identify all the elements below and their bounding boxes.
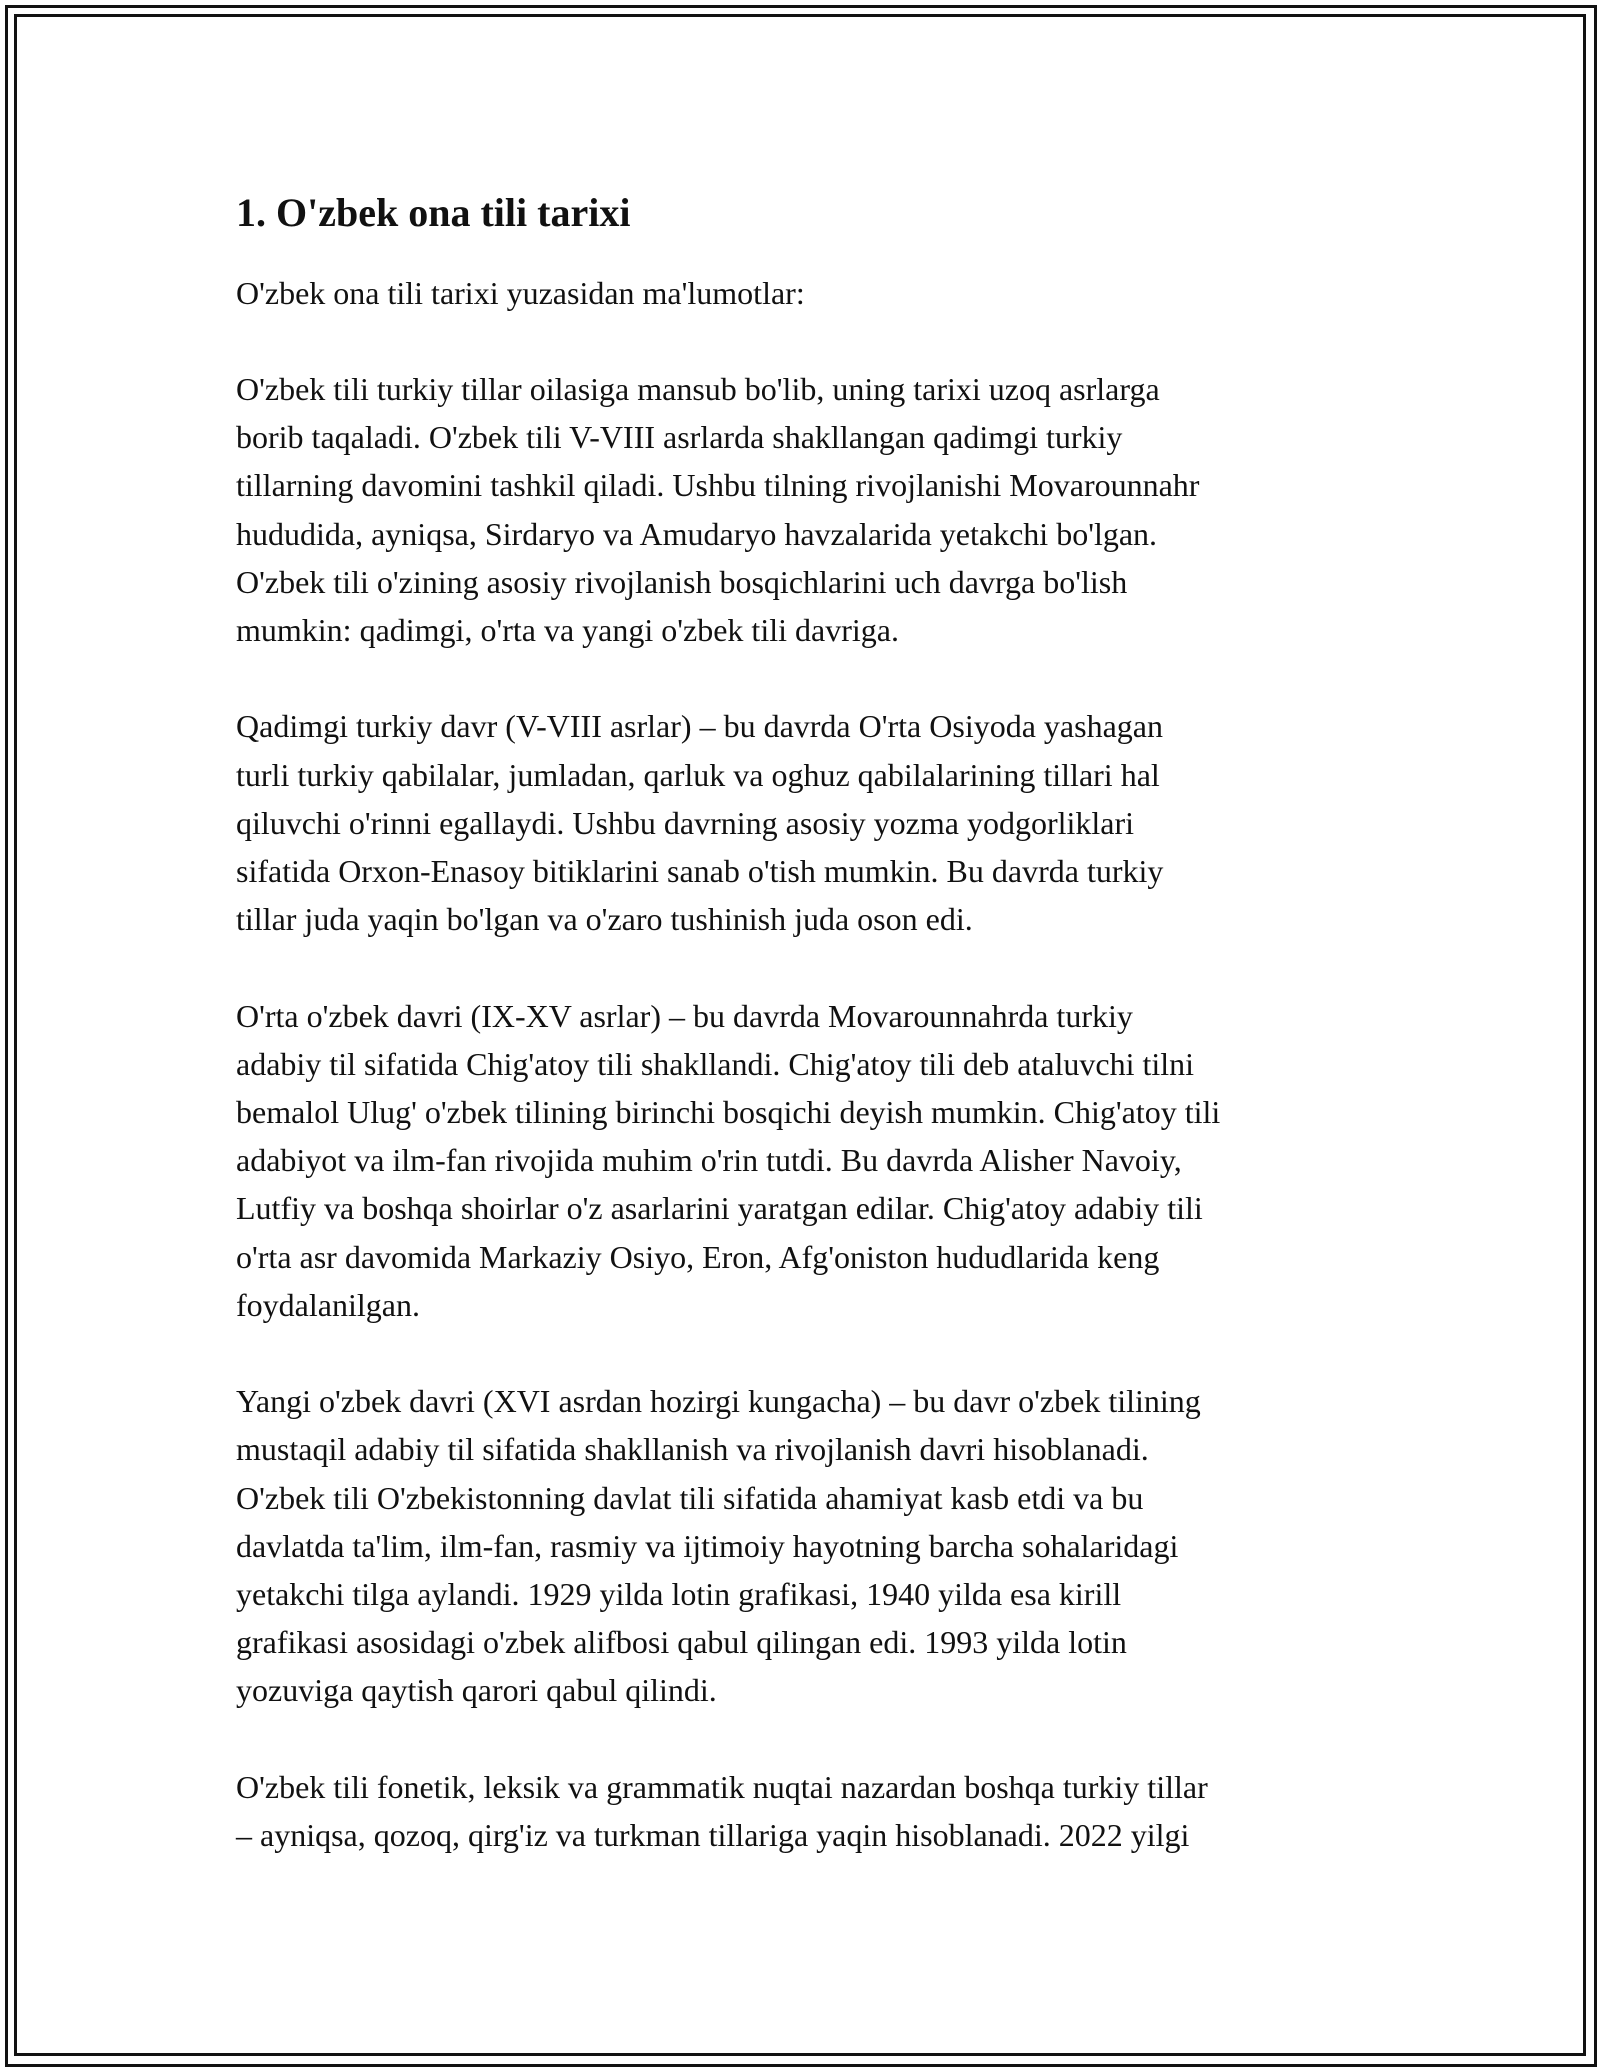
text-line: qiluvchi o'rinni egallaydi. Ushbu davrning asosiy yozma yodgorliklari xyxy=(236,804,1135,841)
text-line: Lutfiy va boshqa shoirlar o'z asarlarini yaratgan edilar. Chig'atoy adabiy tili xyxy=(236,1190,1203,1227)
intro-text: O'zbek ona tili tarixi yuzasidan ma'lumotlar: xyxy=(236,275,805,311)
text-line: grafikasi asosidagi o'zbek alifbosi qabul qilingan edi. 1993 yilda lotin xyxy=(236,1624,1127,1661)
text-line: O'zbek tili o'zining asosiy rivojlanish bosqichlarini uch davrga bo'lish xyxy=(236,563,1128,600)
text-line: mumkin: qadimgi, o'rta va yangi o'zbek tili davriga. xyxy=(236,612,899,649)
paragraph xyxy=(236,1377,1376,1714)
text-line: yozuviga qaytish qarori qabul qilindi. xyxy=(236,1672,717,1709)
text-line: Yangi o'zbek davri (XVI asrdan hozirgi kungacha) – bu davr o'zbek tilining xyxy=(236,1383,1201,1420)
text-line: foydalanilgan. xyxy=(236,1286,420,1323)
text-line: davlatda ta'lim, ilm-fan, rasmiy va ijtimoiy hayotning barcha sohalaridagi xyxy=(236,1527,1179,1564)
paragraph xyxy=(236,992,1376,1329)
text-line: – ayniqsa, qozoq, qirg'iz va turkman tillariga yaqin hisoblanadi. 2022 yilgi xyxy=(236,1817,1190,1854)
paragraph xyxy=(236,702,1376,943)
text-line: tillar juda yaqin bo'lgan va o'zaro tushinish juda oson edi. xyxy=(236,901,973,938)
document-body xyxy=(236,187,1376,1907)
text-line: adabiy til sifatida Chig'atoy tili shakllandi. Chig'atoy tili deb ataluvchi tilni xyxy=(236,1045,1195,1082)
text-line: Qadimgi turkiy davr (V-VIII asrlar) – bu davrda O'rta Osiyoda yashagan xyxy=(236,708,1163,745)
paragraph-list xyxy=(236,365,1376,1859)
text-line: tillarning davomini tashkil qiladi. Ushbu tilning rivojlanishi Movarounnahr xyxy=(236,467,1200,504)
text-line: O'zbek tili O'zbekistonning davlat tili sifatida ahamiyat kasb etdi va bu xyxy=(236,1479,1144,1516)
text-line: mustaqil adabiy til sifatida shakllanish va rivojlanish davri hisoblanadi. xyxy=(236,1431,1149,1468)
text-line: turli turkiy qabilalar, jumladan, qarluk va oghuz qabilalarining tillari hal xyxy=(236,756,1160,793)
paragraph xyxy=(236,365,1376,654)
text-line: bemalol Ulug' o'zbek tilining birinchi bosqichi deyish mumkin. Chig'atoy tili xyxy=(236,1094,1221,1131)
text-line: O'rta o'zbek davri (IX-XV asrlar) – bu davrda Movarounnahrda turkiy xyxy=(236,997,1133,1034)
text-line: sifatida Orxon-Enasoy bitiklarini sanab o'tish mumkin. Bu davrda turkiy xyxy=(236,853,1164,890)
text-line: O'zbek tili turkiy tillar oilasiga mansub bo'lib, uning tarixi uzoq asrlarga xyxy=(236,371,1160,407)
text-line: hududida, ayniqsa, Sirdaryo va Amudaryo havzalarida yetakchi bo'lgan. xyxy=(236,515,1158,552)
section-heading: 1. O'zbek ona tili tarixi xyxy=(236,190,631,235)
text-line: borib taqaladi. O'zbek tili V-VIII asrlarda shakllangan qadimgi turkiy xyxy=(236,419,1123,456)
text-line: O'zbek tili fonetik, leksik va grammatik nuqtai nazardan boshqa turkiy tillar xyxy=(236,1768,1208,1805)
text-line: adabiyot va ilm-fan rivojida muhim o'rin tutdi. Bu davrda Alisher Navoiy, xyxy=(236,1142,1182,1179)
paragraph xyxy=(236,1763,1376,1859)
text-line: yetakchi tilga aylandi. 1929 yilda lotin grafikasi, 1940 yilda esa kirill xyxy=(236,1576,1122,1613)
text-line: o'rta asr davomida Markaziy Osiyo, Eron, Afg'oniston hududlarida keng xyxy=(236,1238,1160,1275)
